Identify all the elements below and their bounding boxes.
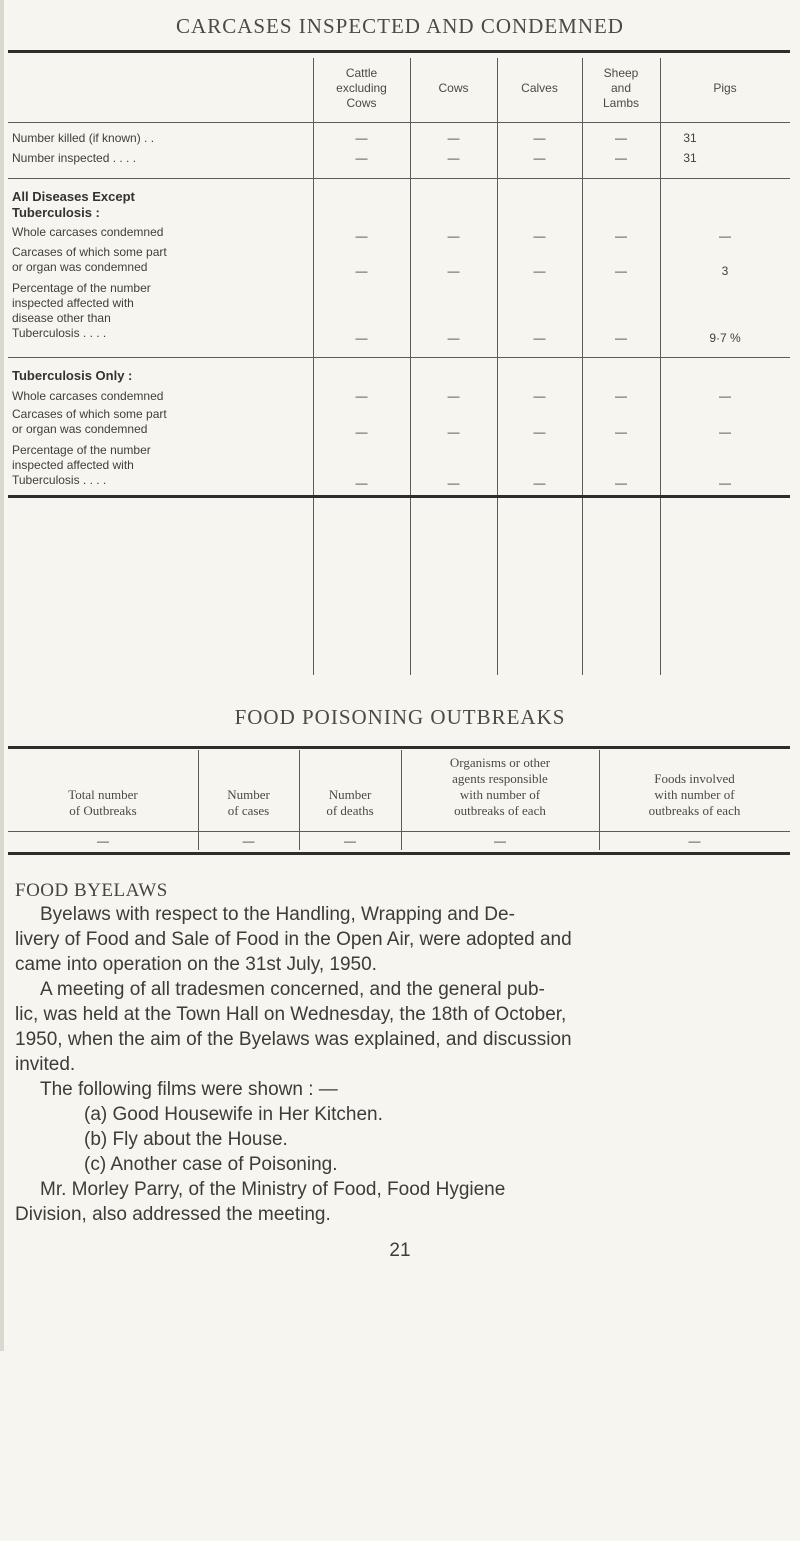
header-rule	[8, 122, 790, 123]
s1-whole-sheep: —	[615, 229, 627, 243]
page-number: 21	[389, 1240, 411, 1261]
header-cattle: Cattle excluding Cows	[336, 66, 387, 110]
header-pigs: Pigs	[713, 81, 737, 95]
killed-pigs: 31	[683, 131, 697, 145]
s1-pct-calves: —	[533, 331, 546, 345]
section2-rule	[8, 357, 790, 358]
s1-whole-label: Whole carcases condemned	[12, 225, 164, 239]
inspected-cattle: —	[355, 151, 368, 165]
s1-part-sheep: —	[615, 264, 627, 278]
film-item: (c) Another case of Poisoning.	[84, 1154, 338, 1175]
s1-part-pigs: 3	[721, 264, 729, 278]
byelaws-paragraph-3: Mr. Morley Parry, of the Ministry of Food, Food Hygiene Division, also addressed the meeting.	[15, 1179, 506, 1225]
killed-cattle: —	[355, 131, 368, 145]
fp-header-foods: Foods involved with number of outbreaks of each	[648, 771, 741, 818]
s2-pct-cows: —	[447, 476, 460, 490]
section1-rule	[8, 178, 790, 179]
s1-part-calves: —	[533, 264, 546, 278]
s1-whole-cattle: —	[355, 229, 368, 243]
s2-pct-sheep: —	[615, 476, 627, 490]
s1-whole-cows: —	[447, 229, 460, 243]
inspected-sheep: —	[615, 151, 627, 165]
table-bottom-rule	[8, 495, 790, 498]
s2-whole-sheep: —	[615, 389, 627, 403]
fp-cases-value: —	[242, 834, 255, 848]
s2-pct-calves: —	[533, 476, 546, 490]
carcases-title: CARCASES INSPECTED AND CONDEMNED	[176, 14, 624, 38]
s1-whole-calves: —	[533, 229, 546, 243]
s1-whole-pigs: —	[719, 229, 731, 243]
inspected-calves: —	[533, 151, 546, 165]
films-intro: The following films were shown : —	[40, 1079, 338, 1100]
fp-foods-value: —	[688, 834, 701, 848]
s1-part-label: Carcases of which some part or organ was condemned	[12, 245, 167, 274]
fp-organisms-value: —	[494, 834, 506, 848]
fp-total-value: —	[97, 834, 109, 848]
s1-pct-cows: —	[447, 331, 460, 345]
s2-whole-cows: —	[447, 389, 460, 403]
s2-part-pigs: —	[719, 425, 731, 439]
s2-whole-pigs: —	[719, 389, 731, 403]
s2-pct-pigs: —	[719, 476, 731, 490]
s1-part-cows: —	[447, 264, 460, 278]
s2-whole-label: Whole carcases condemned	[12, 389, 164, 403]
byelaws-heading: FOOD BYELAWS	[15, 880, 168, 901]
s1-part-cattle: —	[355, 264, 368, 278]
film-item: (b) Fly about the House.	[84, 1129, 288, 1150]
inspected-pigs: 31	[683, 151, 697, 165]
section2-heading: Tuberculosis Only :	[12, 368, 133, 383]
s2-part-sheep: —	[615, 425, 627, 439]
s1-pct-cattle: —	[355, 331, 368, 345]
food-poisoning-title: FOOD POISONING OUTBREAKS	[234, 705, 566, 729]
killed-calves: —	[533, 131, 546, 145]
header-calves: Calves	[521, 81, 558, 95]
s2-pct-cattle: —	[355, 476, 368, 490]
header-sheep: Sheep and Lambs	[602, 66, 640, 110]
s1-pct-sheep: —	[615, 331, 627, 345]
s2-part-cattle: —	[355, 425, 368, 439]
s2-part-label: Carcases of which some part or organ was condemned	[12, 407, 167, 436]
film-item: (a) Good Housewife in Her Kitchen.	[84, 1104, 383, 1125]
killed-cows: —	[447, 131, 460, 145]
byelaws-paragraph-2: A meeting of all tradesmen concerned, and the general pub- lic, was held at the Town Hall on Wednesday, the 18th of October, 1950, when the aim of the Byelaws was explained, and discussion invited.	[15, 979, 572, 1075]
inspected-cows: —	[447, 151, 460, 165]
fp-header-total: Total number of Outbreaks	[68, 787, 138, 818]
row-label-inspected: Number inspected . . . .	[12, 151, 137, 165]
fp-deaths-value: —	[344, 834, 356, 848]
s2-pct-label: Percentage of the number inspected affected with Tuberculosis . . . .	[12, 443, 151, 487]
row-label-killed: Number killed (if known) . .	[12, 131, 155, 145]
s2-part-cows: —	[447, 425, 460, 439]
fp-header-deaths: Number of deaths	[326, 787, 374, 818]
fp-header-organisms: Organisms or other agents responsible with number of outbreaks of each	[449, 755, 551, 818]
byelaws-paragraph-1: Byelaws with respect to the Handling, Wrapping and De- livery of Food and Sale of Food in the Open Air, were adopted and came into operation on the 31st July, 1950.	[15, 904, 572, 975]
s1-pct-pigs: 9·7 %	[709, 331, 741, 345]
s1-pct-label: Percentage of the number inspected affected with disease other than Tuberculosis . . . .	[12, 281, 151, 340]
header-cows: Cows	[438, 81, 469, 95]
table-top-rule	[8, 50, 790, 53]
section1-heading: All Diseases Except Tuberculosis :	[12, 189, 135, 220]
fp-header-cases: Number of cases	[227, 787, 270, 818]
killed-sheep: —	[615, 131, 627, 145]
s2-part-calves: —	[533, 425, 546, 439]
s2-whole-calves: —	[533, 389, 546, 403]
s2-whole-cattle: —	[355, 389, 368, 403]
page-edge	[0, 0, 4, 1351]
